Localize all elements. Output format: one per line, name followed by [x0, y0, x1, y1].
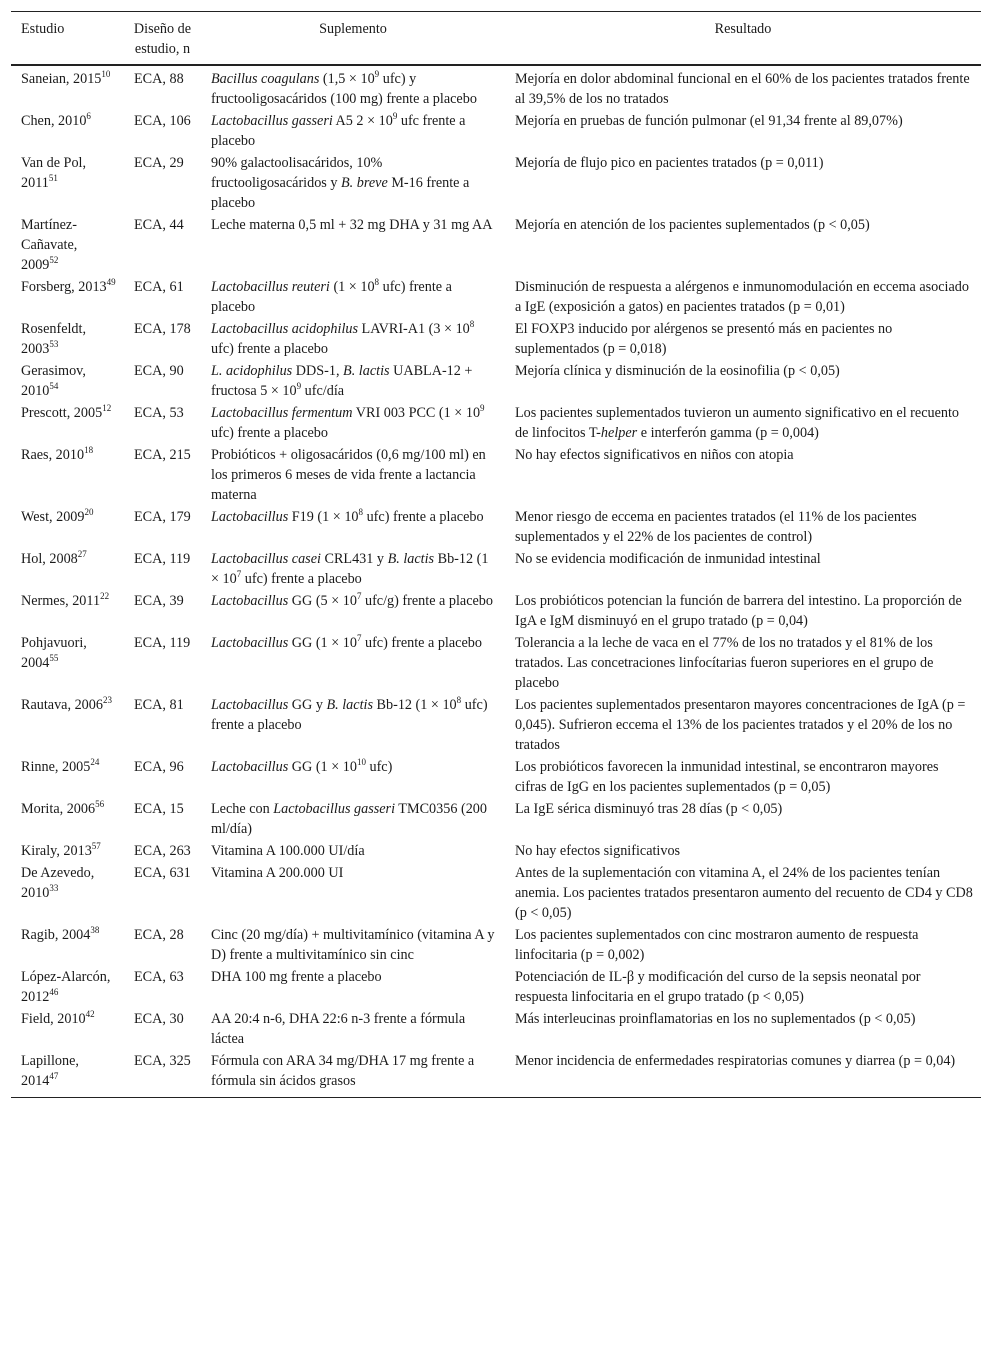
table-row: [11, 548, 981, 590]
cell-design: ECA, 81: [134, 697, 184, 713]
supplement-text: 9: [374, 69, 380, 79]
result-text: Menor riesgo de eccema en pacientes tratados (el 11% de los pacientes suplementados y el 22% de los pacientes de control): [515, 509, 917, 545]
table-row: [11, 402, 981, 444]
supplement-text: VRI 003 PCC (1 × 10: [352, 405, 481, 421]
cell-design: ECA, 90: [134, 363, 184, 379]
supplement-text: TMC0356 (200 ml/día): [211, 801, 487, 837]
result-text: La IgE sérica disminuyó tras 28 días (p < 0,05): [515, 801, 783, 817]
result-text: Potenciación de IL-β y modificación del curso de la sepsis neonatal por respuesta linfocitaria en el grupo tratado (p < 0,05): [515, 969, 921, 1005]
cell-design: ECA, 215: [134, 447, 191, 463]
cell-study: [11, 548, 124, 590]
result-text: Antes de la suplementación con vitamina A, el 24% de los pacientes tenían anemia. Los pacientes tratados presentaron aumento del recuento de CD4 y CD8 (p < 0,05): [515, 865, 973, 921]
study-reference: 56: [95, 799, 105, 809]
cell-design: ECA, 29: [134, 155, 184, 171]
cell-supplement: [201, 318, 505, 360]
cell-study: [11, 65, 124, 110]
study-reference: 46: [49, 987, 59, 997]
supplement-text: DHA 100 mg frente a placebo: [211, 969, 382, 985]
supplement-text: ufc/día: [301, 383, 345, 399]
study-name: Rosenfeldt, 2003: [21, 321, 87, 357]
supplement-text: (1 × 10: [329, 279, 375, 295]
study-reference: 27: [77, 549, 87, 559]
supplement-text: 8: [358, 507, 364, 517]
cell-study: [11, 276, 124, 318]
cell-design: ECA, 631: [134, 865, 191, 881]
supplement-text: Lactobacillus fermentum: [211, 405, 353, 421]
result-text: No hay efectos significativos: [515, 843, 681, 859]
table-row: [11, 798, 981, 840]
supplement-text: ufc) y fructooligosacáridos (100 mg) frente a placebo: [211, 71, 477, 107]
table-row: [11, 632, 981, 694]
cell-result: [505, 966, 981, 1008]
cell-supplement: [201, 840, 505, 862]
study-reference: 55: [49, 653, 59, 663]
cell-result: [505, 444, 981, 506]
cell-study: [11, 756, 124, 798]
cell-result: [505, 1008, 981, 1050]
supplement-text: Leche materna 0,5 ml + 32 mg DHA y 31 mg AA: [211, 217, 493, 233]
cell-design: ECA, 53: [134, 405, 184, 421]
supplement-text: Fórmula con ARA 34 mg/DHA 17 mg frente a fórmula sin ácidos grasos: [211, 1053, 475, 1089]
supplement-text: Vitamina A 200.000 UI: [211, 865, 344, 881]
supplement-text: 7: [236, 569, 242, 579]
header-diseno: Diseño de estudio, n: [124, 12, 201, 66]
study-reference: 38: [90, 925, 100, 935]
supplement-text: ufc) frente a placebo: [241, 571, 362, 587]
supplement-text: Lactobacillus acidophilus: [211, 321, 358, 337]
cell-supplement: [201, 862, 505, 924]
result-text: helper: [600, 425, 638, 441]
table-row: [11, 360, 981, 402]
supplement-text: 9: [480, 403, 485, 413]
cell-result: [505, 152, 981, 214]
supplement-text: GG (1 × 10: [288, 635, 357, 651]
study-reference: 12: [102, 403, 112, 413]
cell-design: ECA, 179: [134, 509, 191, 525]
table-row: [11, 840, 981, 862]
supplement-text: Vitamina A 100.000 UI/día: [211, 843, 365, 859]
cell-study: [11, 402, 124, 444]
supplement-text: 8: [374, 277, 380, 287]
cell-design: ECA, 178: [134, 321, 191, 337]
cell-design: ECA, 30: [134, 1011, 184, 1027]
cell-supplement: [201, 65, 505, 110]
cell-result: [505, 506, 981, 548]
supplement-text: ufc) frente a placebo: [211, 341, 328, 357]
cell-result: [505, 694, 981, 756]
studies-table: [11, 11, 981, 1098]
cell-supplement: [201, 276, 505, 318]
supplement-text: B. lactis: [343, 363, 390, 379]
cell-result: [505, 798, 981, 840]
cell-supplement: [201, 214, 505, 276]
result-text: Menor incidencia de enfermedades respiratorias comunes y diarrea (p = 0,04): [515, 1053, 956, 1069]
table-row: [11, 110, 981, 152]
cell-study: [11, 152, 124, 214]
supplement-text: B. lactis: [387, 551, 435, 567]
supplement-text: 9: [392, 111, 398, 121]
supplement-text: B. lactis: [326, 697, 373, 713]
cell-study: [11, 360, 124, 402]
cell-design: ECA, 119: [134, 635, 191, 651]
study-name: De Azevedo, 2010: [21, 865, 95, 901]
study-name: Pohjavuori, 2004: [21, 635, 87, 671]
study-name: Nermes, 2011: [21, 593, 101, 609]
result-text: Los pacientes suplementados con cinc mostraron aumento de respuesta linfocitaria (p = 0,002): [515, 927, 919, 963]
cell-design: ECA, 263: [134, 843, 191, 859]
cell-supplement: [201, 548, 505, 590]
cell-study: [11, 862, 124, 924]
study-name: Prescott, 2005: [21, 405, 103, 421]
supplement-text: GG (1 × 10: [288, 759, 357, 775]
result-text: Mejoría en atención de los pacientes suplementados (p < 0,05): [515, 217, 870, 233]
supplement-text: Lactobacillus gasseri: [273, 801, 396, 817]
cell-supplement: [201, 798, 505, 840]
cell-design: ECA, 325: [124, 1050, 201, 1098]
supplement-text: AA 20:4 n-6, DHA 22:6 n-3 frente a fórmula láctea: [211, 1011, 466, 1047]
supplement-text: ufc) frente a placebo: [361, 635, 482, 651]
study-reference: 10: [101, 69, 111, 79]
cell-supplement: [201, 756, 505, 798]
result-text: Mejoría de flujo pico en pacientes tratados (p = 0,011): [515, 155, 824, 171]
cell-study: [11, 214, 124, 276]
supplement-text: ufc/g) frente a placebo: [361, 593, 493, 609]
study-reference: 6: [86, 111, 91, 121]
cell-design: ECA, 63: [134, 969, 184, 985]
study-reference: 23: [102, 695, 112, 705]
cell-result: [505, 402, 981, 444]
supplement-text: Cinc (20 mg/día) + multivitamínico (vitamina A y D) frente a multivitamínico sin cinc: [211, 927, 495, 963]
cell-study: [11, 840, 124, 862]
supplement-text: Bacillus coagulans: [211, 71, 320, 87]
result-text: No se evidencia modificación de inmunidad intestinal: [515, 551, 821, 567]
cell-result: [505, 65, 981, 110]
cell-supplement: [201, 1050, 505, 1098]
cell-design: ECA, 15: [134, 801, 184, 817]
cell-result: [505, 756, 981, 798]
cell-study: [11, 1008, 124, 1050]
cell-supplement: [201, 110, 505, 152]
supplement-text: 90% galactoolisacáridos, 10% fructooligosacáridos y: [211, 155, 383, 191]
supplement-text: Lactobacillus: [211, 635, 289, 651]
supplement-text: CRL431 y: [320, 551, 388, 567]
supplement-text: DDS-1,: [292, 363, 344, 379]
cell-result: [505, 1050, 981, 1098]
table-row: [11, 1050, 981, 1098]
supplement-text: L. acidophilus: [211, 363, 293, 379]
table-header: [11, 12, 981, 66]
study-name: Forsberg, 2013: [21, 279, 107, 295]
result-text: Mejoría en dolor abdominal funcional en el 60% de los pacientes tratados frente al 39,5% de los no tratados: [515, 71, 970, 107]
result-text: Los probióticos favorecen la inmunidad intestinal, se encontraron mayores cifras de IgG en los pacientes suplementados (p = 0,05): [515, 759, 939, 795]
supplement-text: F19 (1 × 10: [288, 509, 359, 525]
study-name: Lapillone, 2014: [21, 1053, 79, 1089]
supplement-text: ufc) frente a placebo: [211, 425, 328, 441]
cell-supplement: [201, 360, 505, 402]
supplement-text: ufc) frente a placebo: [211, 279, 452, 315]
result-text: Los pacientes suplementados presentaron mayores concentraciones de IgA (p = 0,045). Sufrieron eccema el 13% de los pacientes tratados y el 20% de los no tratados: [515, 697, 966, 753]
cell-result: [505, 318, 981, 360]
study-reference: 49: [106, 277, 116, 287]
table-row: [11, 276, 981, 318]
cell-result: [505, 276, 981, 318]
table-body: [11, 65, 981, 1098]
supplement-text: Lactobacillus: [211, 697, 289, 713]
supplement-text: B. breve: [341, 175, 388, 191]
cell-study: [11, 694, 124, 756]
table-row: [11, 590, 981, 632]
cell-design: ECA, 44: [134, 217, 184, 233]
cell-supplement: [201, 924, 505, 966]
study-reference: 53: [49, 339, 59, 349]
header-row: [11, 12, 981, 66]
supplement-text: Lactobacillus: [211, 759, 289, 775]
cell-study: [11, 590, 124, 632]
supplement-text: ufc) frente a placebo: [211, 697, 488, 733]
cell-supplement: [201, 152, 505, 214]
table-row: [11, 65, 981, 110]
supplement-text: Bb-12 (1 × 10: [211, 551, 489, 587]
result-text: Mejoría en pruebas de función pulmonar (el 91,34 frente al 89,07%): [515, 113, 903, 129]
study-name: Chen, 2010: [21, 113, 87, 129]
study-name: López-Alarcón, 2012: [21, 969, 111, 1005]
study-reference: 24: [90, 757, 100, 767]
study-name: West, 2009: [21, 509, 85, 525]
supplement-text: Lactobacillus gasseri: [211, 113, 333, 129]
header-estudio: Estudio: [11, 12, 124, 66]
study-name: Kiraly, 2013: [21, 843, 92, 859]
cell-result: [505, 110, 981, 152]
cell-result: [505, 214, 981, 276]
study-reference: 52: [49, 255, 59, 265]
supplement-text: 10: [356, 757, 366, 767]
result-text: El FOXP3 inducido por alérgenos se presentó más en pacientes no suplementados (p = 0,018): [515, 321, 893, 357]
cell-result: [505, 632, 981, 694]
supplement-text: UABLA-12 + fructosa 5 × 10: [211, 363, 473, 399]
result-text: Disminución de respuesta a alérgenos e inmunomodulación en eccema asociado a IgE (exposición a gatos) en pacientes tratados (p = 0,01): [515, 279, 969, 315]
supplement-text: GG y: [288, 697, 327, 713]
supplement-text: Lactobacillus casei: [211, 551, 321, 567]
study-name: Gerasimov, 2010: [21, 363, 86, 399]
supplement-text: ufc): [365, 759, 393, 775]
cell-supplement: [201, 1008, 505, 1050]
study-name: Van de Pol, 2011: [21, 155, 87, 191]
supplement-text: M-16 frente a placebo: [211, 175, 470, 211]
cell-design: ECA, 39: [134, 593, 184, 609]
study-reference: 22: [100, 591, 110, 601]
study-reference: 42: [85, 1009, 95, 1019]
study-reference: 57: [91, 841, 101, 851]
table-row: [11, 152, 981, 214]
result-text: Los probióticos potencian la función de barrera del intestino. La proporción de IgA e IgM disminuyó en el grupo tratado (p = 0,04): [515, 593, 962, 629]
supplement-text: Probióticos + oligosacáridos (0,6 mg/100 ml) en los primeros 6 meses de vida frente a lactancia materna: [211, 447, 486, 503]
table-row: [11, 1008, 981, 1050]
result-text: No hay efectos significativos en niños con atopia: [515, 447, 794, 463]
cell-study: [11, 798, 124, 840]
study-reference: 33: [49, 883, 59, 893]
study-name: Saneian, 2015: [21, 71, 102, 87]
supplement-text: Bb-12 (1 × 10: [372, 697, 457, 713]
study-reference: 20: [84, 507, 94, 517]
cell-supplement: [201, 506, 505, 548]
cell-study: [11, 1050, 124, 1098]
study-name: Field, 2010: [21, 1011, 86, 1027]
study-reference: 18: [84, 445, 94, 455]
supplement-text: 8: [456, 695, 462, 705]
study-name: Hol, 2008: [21, 551, 78, 567]
study-name: Ragib, 2004: [21, 927, 91, 943]
supplement-text: A5 2 × 10: [332, 113, 393, 129]
cell-supplement: [201, 632, 505, 694]
cell-design: ECA, 61: [134, 279, 184, 295]
study-reference: 51: [48, 173, 58, 183]
cell-study: [11, 318, 124, 360]
table-row: [11, 756, 981, 798]
cell-supplement: [201, 402, 505, 444]
cell-study: [11, 966, 124, 1008]
supplement-text: 9: [296, 381, 302, 391]
table-row: [11, 862, 981, 924]
supplement-text: ufc) frente a placebo: [363, 509, 484, 525]
cell-study: [11, 924, 124, 966]
cell-result: [505, 360, 981, 402]
supplement-text: 7: [356, 633, 362, 643]
table-row: [11, 694, 981, 756]
study-reference: 54: [49, 381, 59, 391]
cell-result: [505, 840, 981, 862]
supplement-text: 7: [356, 591, 362, 601]
supplement-text: ufc frente a placebo: [211, 113, 466, 149]
supplement-text: LAVRI-A1 (3 × 10: [358, 321, 470, 337]
cell-result: [505, 924, 981, 966]
cell-result: [505, 548, 981, 590]
cell-result: [505, 590, 981, 632]
supplement-text: Lactobacillus: [211, 593, 289, 609]
cell-design: ECA, 88: [134, 71, 184, 87]
cell-result: [505, 862, 981, 924]
supplement-text: Lactobacillus: [211, 509, 289, 525]
study-name: Martínez-Cañavate, 2009: [21, 217, 78, 273]
supplement-text: (1,5 × 10: [319, 71, 375, 87]
table-row: [11, 444, 981, 506]
cell-design: ECA, 119: [134, 551, 191, 567]
study-name: Raes, 2010: [21, 447, 85, 463]
result-text: Tolerancia a la leche de vaca en el 77% de los no tratados y el 81% de los tratados. Las concetraciones linfocítarias fueron superiores en el grupo de placebo: [515, 635, 934, 691]
result-text: Más interleucinas proinflamatorias en los no suplementados (p < 0,05): [515, 1011, 916, 1027]
cell-design: ECA, 28: [134, 927, 184, 943]
study-reference: 47: [49, 1071, 59, 1081]
result-text: Los pacientes suplementados tuvieron un aumento significativo en el recuento de linfocitos T-: [515, 405, 960, 441]
table-row: [11, 966, 981, 1008]
table-row: [11, 924, 981, 966]
cell-design: ECA, 96: [134, 759, 184, 775]
supplement-text: Leche con: [211, 801, 274, 817]
cell-supplement: [201, 966, 505, 1008]
study-name: Rinne, 2005: [21, 759, 91, 775]
header-suplemento: Suplemento: [201, 12, 505, 66]
table-row: [11, 506, 981, 548]
cell-study: [11, 110, 124, 152]
cell-study: [11, 506, 124, 548]
study-name: Morita, 2006: [21, 801, 96, 817]
header-resultado: Resultado: [505, 12, 981, 66]
supplement-text: 8: [469, 319, 475, 329]
study-name: Rautava, 2006: [21, 697, 103, 713]
cell-supplement: [201, 590, 505, 632]
cell-design: ECA, 106: [134, 113, 191, 129]
supplement-text: Lactobacillus reuteri: [211, 279, 330, 295]
cell-supplement: [201, 694, 505, 756]
cell-supplement: [201, 444, 505, 506]
result-text: e interferón gamma (p = 0,004): [637, 425, 819, 441]
result-text: Mejoría clínica y disminución de la eosinofilia (p < 0,05): [515, 363, 840, 379]
cell-study: [11, 444, 124, 506]
table-row: [11, 214, 981, 276]
supplement-text: GG (5 × 10: [288, 593, 357, 609]
cell-study: [11, 632, 124, 694]
table-row: [11, 318, 981, 360]
